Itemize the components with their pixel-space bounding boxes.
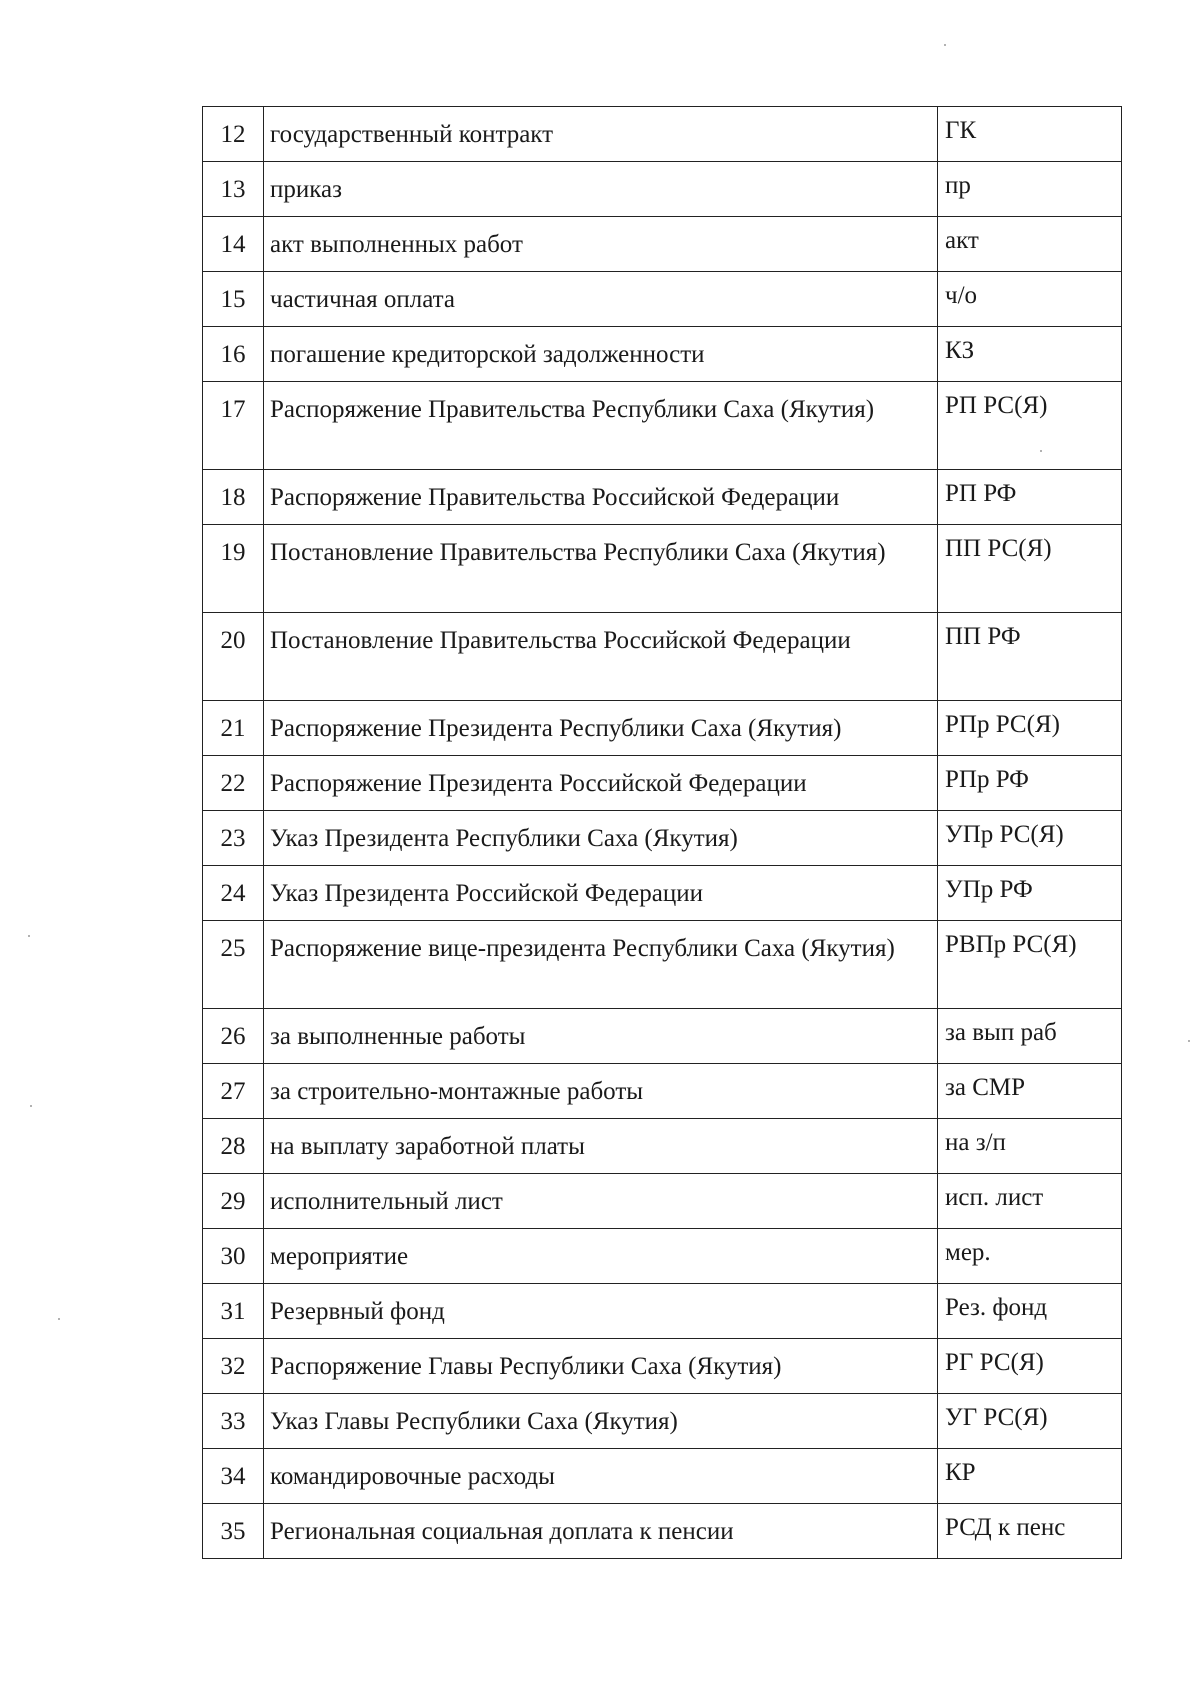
- table-row: [203, 1339, 1122, 1394]
- table-row: [203, 1284, 1122, 1339]
- table-row: [203, 613, 1122, 701]
- row-description: Распоряжение Правительства Республики Саха (Якутия): [264, 382, 938, 470]
- table-row: [203, 217, 1122, 272]
- table-row: [203, 921, 1122, 1009]
- row-description: на выплату заработной платы: [264, 1119, 938, 1174]
- table-row: [203, 162, 1122, 217]
- row-description: исполнительный лист: [264, 1174, 938, 1229]
- row-number: 28: [203, 1119, 264, 1174]
- row-description: Указ Главы Республики Саха (Якутия): [264, 1394, 938, 1449]
- row-description: Региональная социальная доплата к пенсии: [264, 1504, 938, 1559]
- row-number: 24: [203, 866, 264, 921]
- table-body: [203, 107, 1122, 1559]
- row-number: 34: [203, 1449, 264, 1504]
- row-number: 16: [203, 327, 264, 382]
- scan-speck: [30, 1105, 32, 1107]
- table-row: [203, 1229, 1122, 1284]
- row-abbreviation: КЗ: [938, 327, 1122, 382]
- row-number: 27: [203, 1064, 264, 1119]
- row-description: Указ Президента Российской Федерации: [264, 866, 938, 921]
- table-row: [203, 1064, 1122, 1119]
- row-abbreviation: КР: [938, 1449, 1122, 1504]
- row-description: за строительно-монтажные работы: [264, 1064, 938, 1119]
- row-abbreviation: ГК: [938, 107, 1122, 162]
- row-description: за выполненные работы: [264, 1009, 938, 1064]
- table-row: [203, 1504, 1122, 1559]
- scan-speck: [28, 935, 30, 937]
- row-abbreviation: УГ РС(Я): [938, 1394, 1122, 1449]
- row-number: 23: [203, 811, 264, 866]
- row-number: 25: [203, 921, 264, 1009]
- row-abbreviation: исп. лист: [938, 1174, 1122, 1229]
- row-abbreviation: РП РФ: [938, 470, 1122, 525]
- scan-speck: [1188, 1040, 1190, 1042]
- row-description: Указ Президента Республики Саха (Якутия): [264, 811, 938, 866]
- row-description: Распоряжение Президента Республики Саха (Якутия): [264, 701, 938, 756]
- row-abbreviation: Рез. фонд: [938, 1284, 1122, 1339]
- table-row: [203, 1174, 1122, 1229]
- row-abbreviation: на з/п: [938, 1119, 1122, 1174]
- table-row: [203, 272, 1122, 327]
- row-number: 29: [203, 1174, 264, 1229]
- row-number: 33: [203, 1394, 264, 1449]
- row-number: 19: [203, 525, 264, 613]
- row-number: 31: [203, 1284, 264, 1339]
- row-abbreviation: РПр РС(Я): [938, 701, 1122, 756]
- table-row: [203, 470, 1122, 525]
- table-row: [203, 756, 1122, 811]
- table-row: [203, 866, 1122, 921]
- row-abbreviation: ч/о: [938, 272, 1122, 327]
- row-description: акт выполненных работ: [264, 217, 938, 272]
- row-abbreviation: мер.: [938, 1229, 1122, 1284]
- row-number: 13: [203, 162, 264, 217]
- row-description: Распоряжение Правительства Российской Федерации: [264, 470, 938, 525]
- table-row: [203, 525, 1122, 613]
- scan-speck: [58, 1318, 60, 1320]
- table-row: [203, 1119, 1122, 1174]
- row-description: командировочные расходы: [264, 1449, 938, 1504]
- row-number: 14: [203, 217, 264, 272]
- row-number: 22: [203, 756, 264, 811]
- row-number: 30: [203, 1229, 264, 1284]
- row-abbreviation: ПП РФ: [938, 613, 1122, 701]
- row-number: 26: [203, 1009, 264, 1064]
- row-description: Постановление Правительства Российской Федерации: [264, 613, 938, 701]
- scan-speck: [944, 44, 946, 46]
- row-number: 15: [203, 272, 264, 327]
- row-description: Распоряжение Главы Республики Саха (Якутия): [264, 1339, 938, 1394]
- row-description: мероприятие: [264, 1229, 938, 1284]
- row-number: 20: [203, 613, 264, 701]
- row-description: Постановление Правительства Республики Саха (Якутия): [264, 525, 938, 613]
- row-abbreviation: РПр РФ: [938, 756, 1122, 811]
- row-abbreviation: РВПр РС(Я): [938, 921, 1122, 1009]
- row-description: Распоряжение вице-президента Республики Саха (Якутия): [264, 921, 938, 1009]
- row-number: 18: [203, 470, 264, 525]
- table-row: [203, 1009, 1122, 1064]
- row-number: 21: [203, 701, 264, 756]
- row-abbreviation: УПр РС(Я): [938, 811, 1122, 866]
- row-abbreviation: за СМР: [938, 1064, 1122, 1119]
- table-row: [203, 811, 1122, 866]
- row-description: Резервный фонд: [264, 1284, 938, 1339]
- row-abbreviation: УПр РФ: [938, 866, 1122, 921]
- row-description: приказ: [264, 162, 938, 217]
- row-number: 35: [203, 1504, 264, 1559]
- row-abbreviation: акт: [938, 217, 1122, 272]
- abbreviations-table: [202, 106, 1122, 1559]
- row-abbreviation: за вып раб: [938, 1009, 1122, 1064]
- row-description: частичная оплата: [264, 272, 938, 327]
- table-row: [203, 1449, 1122, 1504]
- row-description: Распоряжение Президента Российской Федерации: [264, 756, 938, 811]
- table-row: [203, 701, 1122, 756]
- row-abbreviation: ПП РС(Я): [938, 525, 1122, 613]
- row-number: 32: [203, 1339, 264, 1394]
- scan-speck: [1040, 450, 1042, 452]
- row-number: 12: [203, 107, 264, 162]
- row-abbreviation: РСД к пенс: [938, 1504, 1122, 1559]
- table-row: [203, 107, 1122, 162]
- row-description: государственный контракт: [264, 107, 938, 162]
- row-number: 17: [203, 382, 264, 470]
- row-abbreviation: РП РС(Я): [938, 382, 1122, 470]
- row-description: погашение кредиторской задолженности: [264, 327, 938, 382]
- table-row: [203, 1394, 1122, 1449]
- table-row: [203, 327, 1122, 382]
- table-row: [203, 382, 1122, 470]
- row-abbreviation: РГ РС(Я): [938, 1339, 1122, 1394]
- row-abbreviation: пр: [938, 162, 1122, 217]
